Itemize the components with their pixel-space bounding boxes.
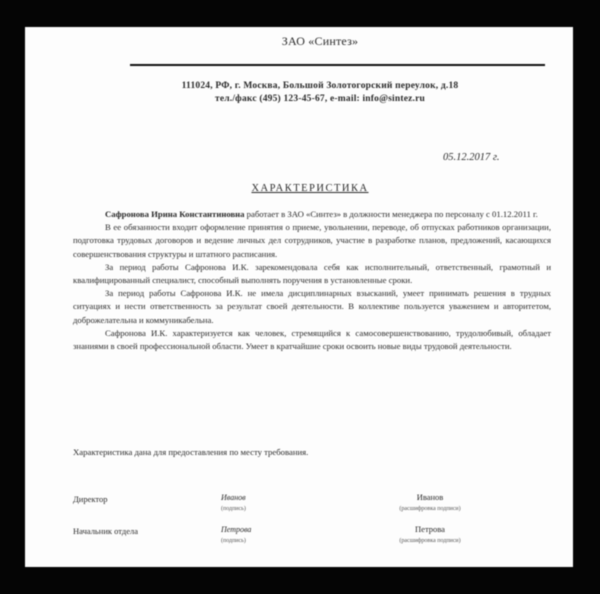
- signature-name: Петрова: [415, 524, 445, 534]
- document-title: ХАРАКТЕРИСТИКА: [251, 183, 369, 194]
- signature-row-department-head: [25, 523, 573, 551]
- signature-role: Директор: [73, 494, 108, 504]
- signature-name: Иванов: [416, 492, 444, 502]
- signature: Иванов: [221, 493, 246, 502]
- employee-name: Сафронова Ирина Константиновна: [105, 209, 245, 219]
- signature-caption: (подпись): [221, 506, 246, 512]
- closing-line: Характеристика дана для предоставления по месту требования.: [73, 447, 309, 457]
- company-name: ЗАО «Синтез»: [281, 34, 359, 48]
- signature-row-director: [25, 491, 573, 519]
- signature: Петрова: [221, 525, 252, 534]
- signature-role: Начальник отдела: [73, 526, 139, 536]
- body-paragraph-2: За период работы Сафронова И.К. зарекомендовала себя как исполнительный, ответственный, грамотный и квалифицированный специалист, способный выполнять поручения в установленные сроки.: [73, 261, 551, 286]
- signature-caption: (подпись): [221, 538, 246, 544]
- body-paragraph-4: Сафронова И.К. характеризуется как человек, стремящийся к самосовершенствованию, трудолюбивый, обладает знаниями в своей профессиональной области. Умеет в кратчайшие сроки освоить новые виды трудовой деятельности.: [73, 327, 551, 352]
- body-paragraph-3: За период работы Сафронова И.К. не имела дисциплинарных взысканий, умеет принимать решения в трудных ситуациях и нести ответственность за результат своей деятельности. В коллективе пользуется уважением и авторитетом, доброжелательна и коммуникабельна.: [73, 288, 551, 325]
- document-date: 05.12.2017 г.: [443, 152, 500, 163]
- signature-name-caption: (расшифровка подписи): [399, 506, 461, 512]
- document-body: [73, 208, 551, 353]
- header-rule: [130, 64, 545, 66]
- intro-text: работает в ЗАО «Синтез» в должности менеджера по персоналу с 01.12.2011 г.: [246, 209, 538, 219]
- signature-name-caption: (расшифровка подписи): [399, 538, 461, 544]
- document-page: [25, 27, 573, 567]
- company-contacts: тел./факс (495) 123-45-67, e-mail: info@sintez.ru: [214, 94, 426, 104]
- intro-paragraph: [73, 208, 551, 221]
- body-paragraph-1: В ее обязанности входит оформление принятия о приеме, увольнении, переводе, об отпусках работников организации, подготовка трудовых договоров и ведение личных дел сотрудников, участие в разработке планов, предложений, касающихся совершенствования структуры и штатного расписания.: [73, 222, 551, 259]
- company-address: 111024, РФ, г. Москва, Большой Золотогорский переулок, д.18: [181, 81, 459, 91]
